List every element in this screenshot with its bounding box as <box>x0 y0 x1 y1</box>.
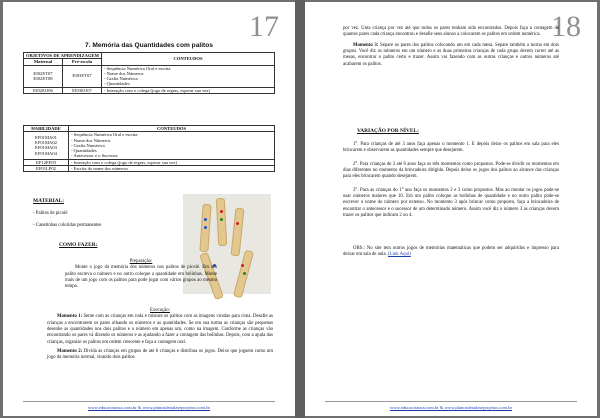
code-cell: EF12EF03 <box>24 159 69 165</box>
code-cell: EI02EO06 <box>24 87 63 93</box>
content-cell: - Interação com o colega (jogo de regras, esperar sua vez) <box>102 87 275 93</box>
skills-table <box>23 125 275 172</box>
footer-links[interactable] <box>305 405 597 410</box>
preparacao-heading: Preparação: <box>129 259 153 264</box>
momento-1-text: Sente com as crianças em roda e misture os palitos com as imagens viradas para cima. Desafie as crianças a encontrarem os pares olhando os números e as quantidades. Se em sua turma as crianças são pequenas desenhe as quantidades nos dois palitos e o número em apenas um, como na imagem. Conforme as crianças vão encontrando os pares vá dizendo os números e as ajudando a fazer a contagem das bolinhas. Depois, com a ajuda das crianças, organize os palitos em ordem crescente e faça a contagem oral. <box>47 314 273 345</box>
momento-3-label: Momento 3: <box>353 42 379 48</box>
material-item: - Canetinhas coloridas permanentes <box>33 223 102 229</box>
material-section <box>33 198 173 249</box>
execucao-section <box>47 308 273 365</box>
como-fazer-heading: COMO FAZER: <box>59 241 98 248</box>
objectives-table <box>23 52 275 94</box>
content-cell <box>69 132 275 159</box>
obs-section <box>343 246 559 262</box>
momento-2-label: Momento 2: <box>57 348 83 354</box>
header-conteudos: CONTEUDOS <box>69 126 275 132</box>
header-pre-escola: Pré-escola <box>63 59 102 65</box>
content-line: - Sequência Numérica Oral e escrita <box>71 132 138 138</box>
page-number: 17 <box>249 10 279 43</box>
paragraph: por vez. Uma criança por vez até que todos os pares tenham sido encontrados. Depois faça a contagem de quantos pares cada criança encontrou e desafie seus alunos a colocarem os palitos em ordem numérica. <box>343 26 559 38</box>
variacao-heading: VARIAÇÃO POR NÍVEL: <box>357 128 419 134</box>
momento-1-label: Momento 1: <box>57 314 83 320</box>
content-line: - Quantidades <box>71 148 97 154</box>
activity-title: 7. Memória das Quantidades com palitos <box>85 42 213 49</box>
page-18 <box>305 2 597 416</box>
table-row <box>24 132 275 159</box>
code-cell: EI03EO07 <box>63 87 102 93</box>
footer-links[interactable] <box>3 405 295 410</box>
content-cell <box>102 65 275 87</box>
header-conteudos: CONTEUDOS <box>102 53 275 66</box>
variacao-item-2: 2°. Para crianças de 3 até 6 anos faça os três momentos como propostos. Pode-se dividir os momentos em dias diferentes no momento da brincadeira dirigida. Depois deixe os jogos dos palitos ao alcance das crianças para eles brincarem quando desejarem. <box>343 161 559 180</box>
variacao-section <box>343 128 559 222</box>
code-cell: EI02ET07 EI02ET08 <box>24 65 63 87</box>
variacao-item-3: 3°. Para as crianças do 1° ano faça os momentos 2 e 3 como propostos. Mas ao montar os jogos pode-se usar números maiores que 10. Em um palito coloque as bolinhas de quantidade e no outro palito pode-se escrever o nome do número por extenso. No momento 3 após brincar como proposto, faça a brincadeira de encontrar o antecessor e o sucessor de um determinado número. Assim você diz o número 3 as crianças devem trazer os palitos que indicam 2 ou 4. <box>343 187 559 219</box>
table-row <box>24 165 275 171</box>
content-line: - Grafia Numérica <box>104 76 138 82</box>
page-17 <box>3 2 295 416</box>
execucao-heading: Execução: <box>150 308 170 313</box>
obs-text: OBS.: No site tem outros jogos de memórias matemáticas que podem ser adquiridos e impresso para deixar em sala de aula. <box>343 246 559 258</box>
content-line: - Grafia Numérica <box>71 142 105 148</box>
footer-link[interactable]: www.educacrianca.com.br & www.planosdeaulaseprojetos.com.br <box>87 405 211 410</box>
header-maternal: Maternal <box>24 59 63 65</box>
code-cell: EF01LP02 <box>24 165 69 171</box>
momento-2-text: Divida as crianças em grupos de até 6 crianças e distribua os jogos. Deixe que joguem como um jogo da memória normal, virando dois palitos <box>47 348 273 361</box>
content-cell: - Escrita do nome dos números <box>69 165 275 171</box>
content-line: - Antecessor e o Sucessor <box>71 153 118 159</box>
page-gutter <box>295 0 305 418</box>
preparacao-text: Monte o jogo da memória dos números nos palitos de picolé. Em um palito escreva o número e no outro coloque a quantidade em bolinhas. Monte mais de um jogo com os palitos para pode jogar com vários grupos ao mesmo tempo. <box>65 265 217 290</box>
content-line: - Sequência Numérica Oral e escrita <box>104 65 171 71</box>
material-heading: MATERIAL: <box>33 198 65 204</box>
footer-divider <box>23 401 275 402</box>
footer-link[interactable]: www.educacrianca.com.br & www.planosdeaulaseprojetos.com.br <box>389 405 513 410</box>
material-item: - Palitos de picolé <box>33 211 68 217</box>
continued-text <box>343 26 559 71</box>
table-row <box>24 87 275 93</box>
content-cell: - Interação com o colega (jogo de regras, esperar sua vez) <box>69 159 275 165</box>
obs-link[interactable]: (Link Aqui) <box>388 252 411 258</box>
momento-3-text: Separe os pares dos palitos colocando um em cada mesa. Separe também a turma em dois grupos. Você diz os números em um número e as duas primeiras crianças de cada grupo devem correr até as mesas, encontrar o palito certo e trazer. Assim vai fazendo com as outras crianças e outros números até acabarem os palitos. <box>343 42 559 67</box>
variacao-item-1: 1°. Para crianças de até 3 anos faça apenas o momento 1. E depois deixe os palitos em sala para eles brincarem e observarem as quantidades sempre que desejarem. <box>343 142 559 154</box>
preparacao-section <box>65 259 217 294</box>
header-habilidade: HABILIDADE <box>24 126 69 132</box>
code-cell: EI03ET07 <box>63 65 102 87</box>
footer-divider <box>325 401 577 402</box>
content-line: - Nome dos Números <box>71 137 111 143</box>
content-line: - Quantidades <box>104 81 130 87</box>
header-objetivos: OBJETIVOS DE APRENDIZAGEM <box>24 53 102 59</box>
code-cell: EF01MA01 EF01MA02 EF01MA03 EF01MA04 <box>24 132 69 159</box>
content-line: - Nome dos Números <box>104 70 144 76</box>
table-row <box>24 65 275 87</box>
page-number: 18 <box>551 10 581 43</box>
